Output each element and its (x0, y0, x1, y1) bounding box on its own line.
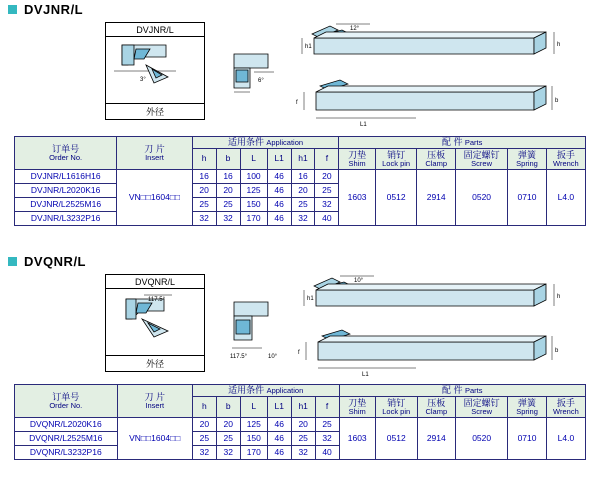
cell-order: DVJNR/L1616H16 (15, 170, 117, 184)
dim-label-h: h (557, 294, 561, 300)
cell-order: DVJNR/L2525M16 (15, 198, 117, 212)
cell-b: 20 (216, 184, 240, 198)
cell-h: 16 (192, 170, 216, 184)
cell-b: 32 (216, 446, 240, 460)
cell-spring: 0710 (508, 170, 547, 226)
cell-h1: 32 (291, 212, 315, 226)
header-application-cn: 适用条件 (227, 137, 264, 148)
square-marker-icon (8, 5, 17, 14)
header-parts-en: Parts (464, 138, 483, 148)
figure-caption: DVJNR/L (106, 23, 204, 37)
cell-shim: 1603 (339, 170, 375, 226)
cell-f: 40 (315, 212, 339, 226)
header-col-h: h (192, 397, 216, 418)
header-parts-cn: 配 件 (442, 385, 463, 396)
header-parts (339, 137, 586, 149)
header-part-shim: 刀垫 Shim (339, 149, 375, 170)
header-part-wrench: 扳手 Wrench (546, 397, 585, 418)
figure-box-dvjnr (105, 22, 205, 120)
header-col-b: b (216, 397, 240, 418)
header-col-L1: L1 (267, 397, 291, 418)
header-application-cn: 适用条件 (228, 385, 265, 396)
dim-label-f: f (298, 350, 300, 356)
figure-perspective-top-dvqnr (296, 270, 596, 322)
header-application (192, 385, 339, 397)
cell-h1: 32 (291, 446, 315, 460)
dim-label-f: f (296, 100, 298, 106)
cell-clamp: 2914 (417, 418, 456, 460)
table-header-row (15, 137, 586, 149)
section-title: DVQNR/L (24, 253, 86, 269)
angle-label-117-5-side: 117.5° (230, 354, 247, 360)
header-parts (339, 385, 585, 397)
cell-L1: 46 (267, 418, 291, 432)
section-dvjnr (0, 0, 600, 223)
table-row (15, 170, 586, 184)
cell-insert: VN□□1604□□ (117, 170, 192, 226)
square-marker-icon (8, 257, 17, 266)
figure-perspective-bottom-dvqnr (296, 322, 596, 380)
section-title: DVJNR/L (24, 1, 84, 17)
header-col-h: h (192, 149, 216, 170)
cell-b: 20 (216, 418, 240, 432)
cell-h: 32 (192, 212, 216, 226)
cell-L1: 46 (267, 184, 291, 198)
header-insert (117, 137, 192, 170)
header-part-screw: 固定螺钉 Screw (455, 149, 507, 170)
cell-L: 125 (240, 184, 267, 198)
cell-h1: 25 (291, 432, 315, 446)
svg-text:3°: 3° (140, 77, 146, 83)
cell-L: 150 (240, 432, 267, 446)
header-part-spring: 弹簧 Spring (508, 149, 547, 170)
dim-label-h: h (557, 42, 561, 48)
diagram-area-dvqnr (0, 270, 600, 378)
header-part-lockpin: 销钉 Lock pin (375, 397, 417, 418)
header-part-clamp: 压板 Clamp (417, 149, 456, 170)
header-col-L: L (240, 397, 267, 418)
angle-label-10: 10° (354, 278, 364, 284)
figure-top-view-dvjnr (106, 37, 202, 99)
angle-label-6: 6° (258, 78, 264, 84)
figure-caption: DVQNR/L (106, 275, 204, 289)
cell-L: 125 (240, 418, 267, 432)
header-order-cn: 订单号 (52, 143, 80, 154)
dim-label-b: b (555, 98, 559, 104)
header-order (15, 137, 117, 170)
cell-h: 20 (192, 184, 216, 198)
cell-order: DVQNR/L2020K16 (15, 418, 118, 432)
cell-order: DVQNR/L2525M16 (15, 432, 118, 446)
angle-label-117-5: 117.5° (148, 297, 165, 303)
table-row (15, 418, 586, 432)
cell-L: 150 (240, 198, 267, 212)
header-order-en: Order No. (49, 152, 83, 162)
cell-order: DVJNR/L2020K16 (15, 184, 117, 198)
header-part-wrench: 扳手 Wrench (546, 149, 585, 170)
header-insert-cn: 刀 片 (144, 143, 165, 154)
cell-spring: 0710 (508, 418, 547, 460)
cell-h: 32 (192, 446, 216, 460)
header-insert-cn: 刀 片 (144, 391, 165, 402)
section-dvqnr (0, 252, 600, 457)
cell-wrench: L4.0 (546, 170, 585, 226)
cell-h1: 25 (291, 198, 315, 212)
cell-h: 20 (192, 418, 216, 432)
dim-label-h1: h1 (307, 296, 314, 302)
cell-f: 20 (315, 170, 339, 184)
section-header-dvqnr (0, 252, 600, 270)
cell-h: 25 (192, 198, 216, 212)
header-part-screw: 固定螺钉 Screw (456, 397, 508, 418)
cell-order: DVJNR/L3232P16 (15, 212, 117, 226)
cell-L1: 46 (267, 446, 291, 460)
dim-label-L1: L1 (362, 372, 369, 378)
header-order-en: Order No. (49, 400, 83, 410)
cell-h1: 20 (291, 418, 315, 432)
cell-screw: 0520 (455, 170, 507, 226)
cell-insert: VN□□1604□□ (117, 418, 192, 460)
header-application (192, 137, 339, 149)
header-col-f: f (315, 149, 339, 170)
cell-L1: 46 (267, 212, 291, 226)
spec-table-dvqnr (14, 384, 586, 460)
cell-lockpin: 0512 (375, 418, 417, 460)
cell-f: 25 (315, 418, 339, 432)
cell-clamp: 2914 (417, 170, 456, 226)
cell-L: 170 (240, 212, 267, 226)
figure-side-view-dvjnr (228, 48, 290, 108)
table-header-row (15, 385, 586, 397)
figure-perspective-bottom-dvjnr (296, 72, 596, 128)
dim-label-h1: h1 (305, 44, 312, 50)
figure-top-view-dvqnr (106, 289, 202, 351)
header-parts-en: Parts (464, 386, 483, 396)
figure-footer: 外径 (106, 103, 204, 119)
header-application-en: Application (266, 138, 304, 148)
header-col-h1: h1 (291, 397, 315, 418)
figure-side-view-dvqnr (228, 298, 294, 362)
header-col-h1: h1 (291, 149, 315, 170)
header-insert-en: Insert (145, 400, 165, 410)
dim-label-b: b (555, 348, 559, 354)
cell-shim: 1603 (339, 418, 375, 460)
cell-L: 100 (240, 170, 267, 184)
header-part-lockpin: 销钉 Lock pin (375, 149, 417, 170)
cell-h1: 20 (291, 184, 315, 198)
header-insert (117, 385, 192, 418)
header-col-L: L (240, 149, 267, 170)
cell-b: 16 (216, 170, 240, 184)
figure-box-dvqnr (105, 274, 205, 372)
cell-f: 25 (315, 184, 339, 198)
header-part-spring: 弹簧 Spring (508, 397, 547, 418)
cell-f: 32 (315, 198, 339, 212)
header-col-b: b (216, 149, 240, 170)
header-parts-cn: 配 件 (441, 137, 463, 148)
section-header-dvjnr (0, 0, 600, 18)
cell-b: 25 (216, 432, 240, 446)
angle-label-10-side: 10° (268, 354, 278, 360)
figure-footer: 外径 (106, 355, 204, 371)
cell-L1: 46 (267, 170, 291, 184)
header-order (15, 385, 118, 418)
cell-f: 32 (315, 432, 339, 446)
cell-L: 170 (240, 446, 267, 460)
cell-b: 32 (216, 212, 240, 226)
cell-L1: 46 (267, 198, 291, 212)
header-part-clamp: 压板 Clamp (417, 397, 456, 418)
dim-label-L1: L1 (360, 122, 367, 128)
diagram-area-dvjnr (0, 18, 600, 126)
header-order-cn: 订单号 (52, 391, 80, 402)
cell-h1: 16 (291, 170, 315, 184)
header-col-L1: L1 (267, 149, 291, 170)
header-insert-en: Insert (145, 152, 164, 162)
header-part-shim: 刀垫 Shim (339, 397, 375, 418)
cell-screw: 0520 (456, 418, 508, 460)
header-col-f: f (315, 397, 339, 418)
cell-lockpin: 0512 (375, 170, 417, 226)
angle-label-12: 12° (350, 26, 360, 32)
cell-order: DVQNR/L3232P16 (15, 446, 118, 460)
header-application-en: Application (266, 386, 304, 396)
cell-h: 25 (192, 432, 216, 446)
cell-f: 40 (315, 446, 339, 460)
cell-b: 25 (216, 198, 240, 212)
cell-L1: 46 (267, 432, 291, 446)
figure-perspective-top-dvjnr (296, 20, 596, 70)
cell-wrench: L4.0 (546, 418, 585, 460)
spec-table-dvjnr (14, 136, 586, 226)
